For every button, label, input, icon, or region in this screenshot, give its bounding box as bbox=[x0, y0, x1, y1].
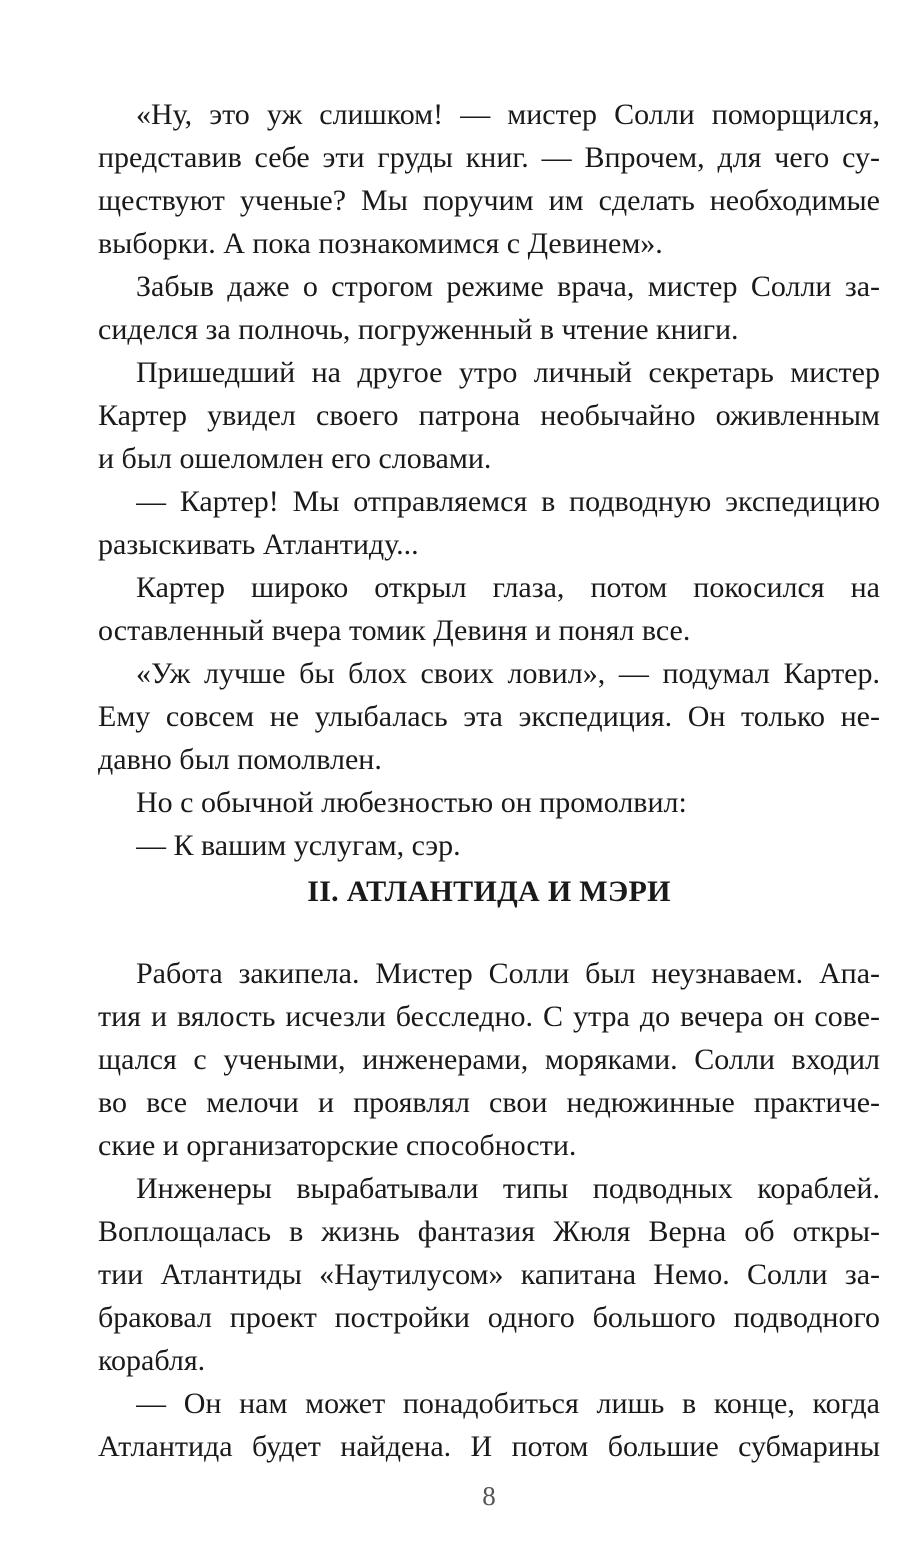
text-line: — Он нам может понадобиться лишь в конце, когда bbox=[136, 1387, 880, 1420]
text-line: браковал проект постройки одного большого подводного bbox=[98, 1301, 880, 1334]
chapter-heading: II. АТЛАНТИДА И МЭРИ bbox=[307, 875, 671, 908]
text-line: выборки. А пока познакомимся с Девинем». bbox=[98, 227, 663, 260]
text-line: Атлантида будет найдена. И потом большие субмарины bbox=[98, 1430, 880, 1463]
text-line: Картер широко открыл глаза, потом покосился на bbox=[136, 571, 880, 604]
text-line: корабля. bbox=[98, 1344, 206, 1377]
text-line: Забыв даже о строгом режиме врача, мистер Солли за- bbox=[136, 270, 880, 303]
text-line: давно был помолвлен. bbox=[98, 743, 382, 776]
text-line: во все мелочи и проявлял свои недюжинные практиче- bbox=[98, 1086, 880, 1119]
text-line: тия и вялость исчезли бесследно. С утра до вечера он сове- bbox=[98, 1000, 880, 1033]
text-line: представив себе эти груды книг. — Впрочем, для чего су- bbox=[98, 141, 880, 174]
text-line: — Картер! Мы отправляемся в подводную экспедицию bbox=[136, 485, 880, 518]
text-line: и был ошеломлен его словами. bbox=[98, 442, 492, 475]
text-line: оставленный вчера томик Девиня и понял все. bbox=[98, 614, 691, 647]
text-line: Картер увидел своего патрона необычайно оживленным bbox=[98, 399, 880, 432]
text-line: Ему совсем не улыбалась эта экспедиция. Он только не- bbox=[98, 700, 880, 733]
text-line: ществуют ученые? Мы поручим им сделать необходимые bbox=[98, 184, 880, 217]
text-line: Инженеры вырабатывали типы подводных кораблей. bbox=[136, 1172, 880, 1205]
text-line: тии Атлантиды «Наутилусом» капитана Немо. Солли за- bbox=[98, 1258, 880, 1291]
text-line: «Уж лучше бы блох своих ловил», — подумал Картер. bbox=[136, 657, 880, 690]
text-line: щался с учеными, инженерами, моряками. Солли входил bbox=[98, 1043, 880, 1076]
text-line: разыскивать Атлантиду... bbox=[98, 528, 419, 561]
text-line: ские и организаторские способности. bbox=[98, 1129, 577, 1162]
text-line: Пришедший на другое утро личный секретарь мистер bbox=[136, 356, 880, 389]
text-line: сиделся за полночь, погруженный в чтение книги. bbox=[98, 313, 739, 346]
text-line: Но с обычной любезностью он промолвил: bbox=[136, 786, 687, 819]
text-line: Воплощалась в жизнь фантазия Жюля Верна об откры- bbox=[98, 1215, 880, 1248]
text-line: — К вашим услугам, сэр. bbox=[136, 829, 461, 862]
page-number: 8 bbox=[482, 1481, 496, 1511]
book-page bbox=[98, 0, 880, 1568]
text-line: «Ну, это уж слишком! — мистер Солли поморщился, bbox=[136, 98, 880, 131]
text-line: Работа закипела. Мистер Солли был неузнаваем. Апа- bbox=[136, 957, 880, 990]
